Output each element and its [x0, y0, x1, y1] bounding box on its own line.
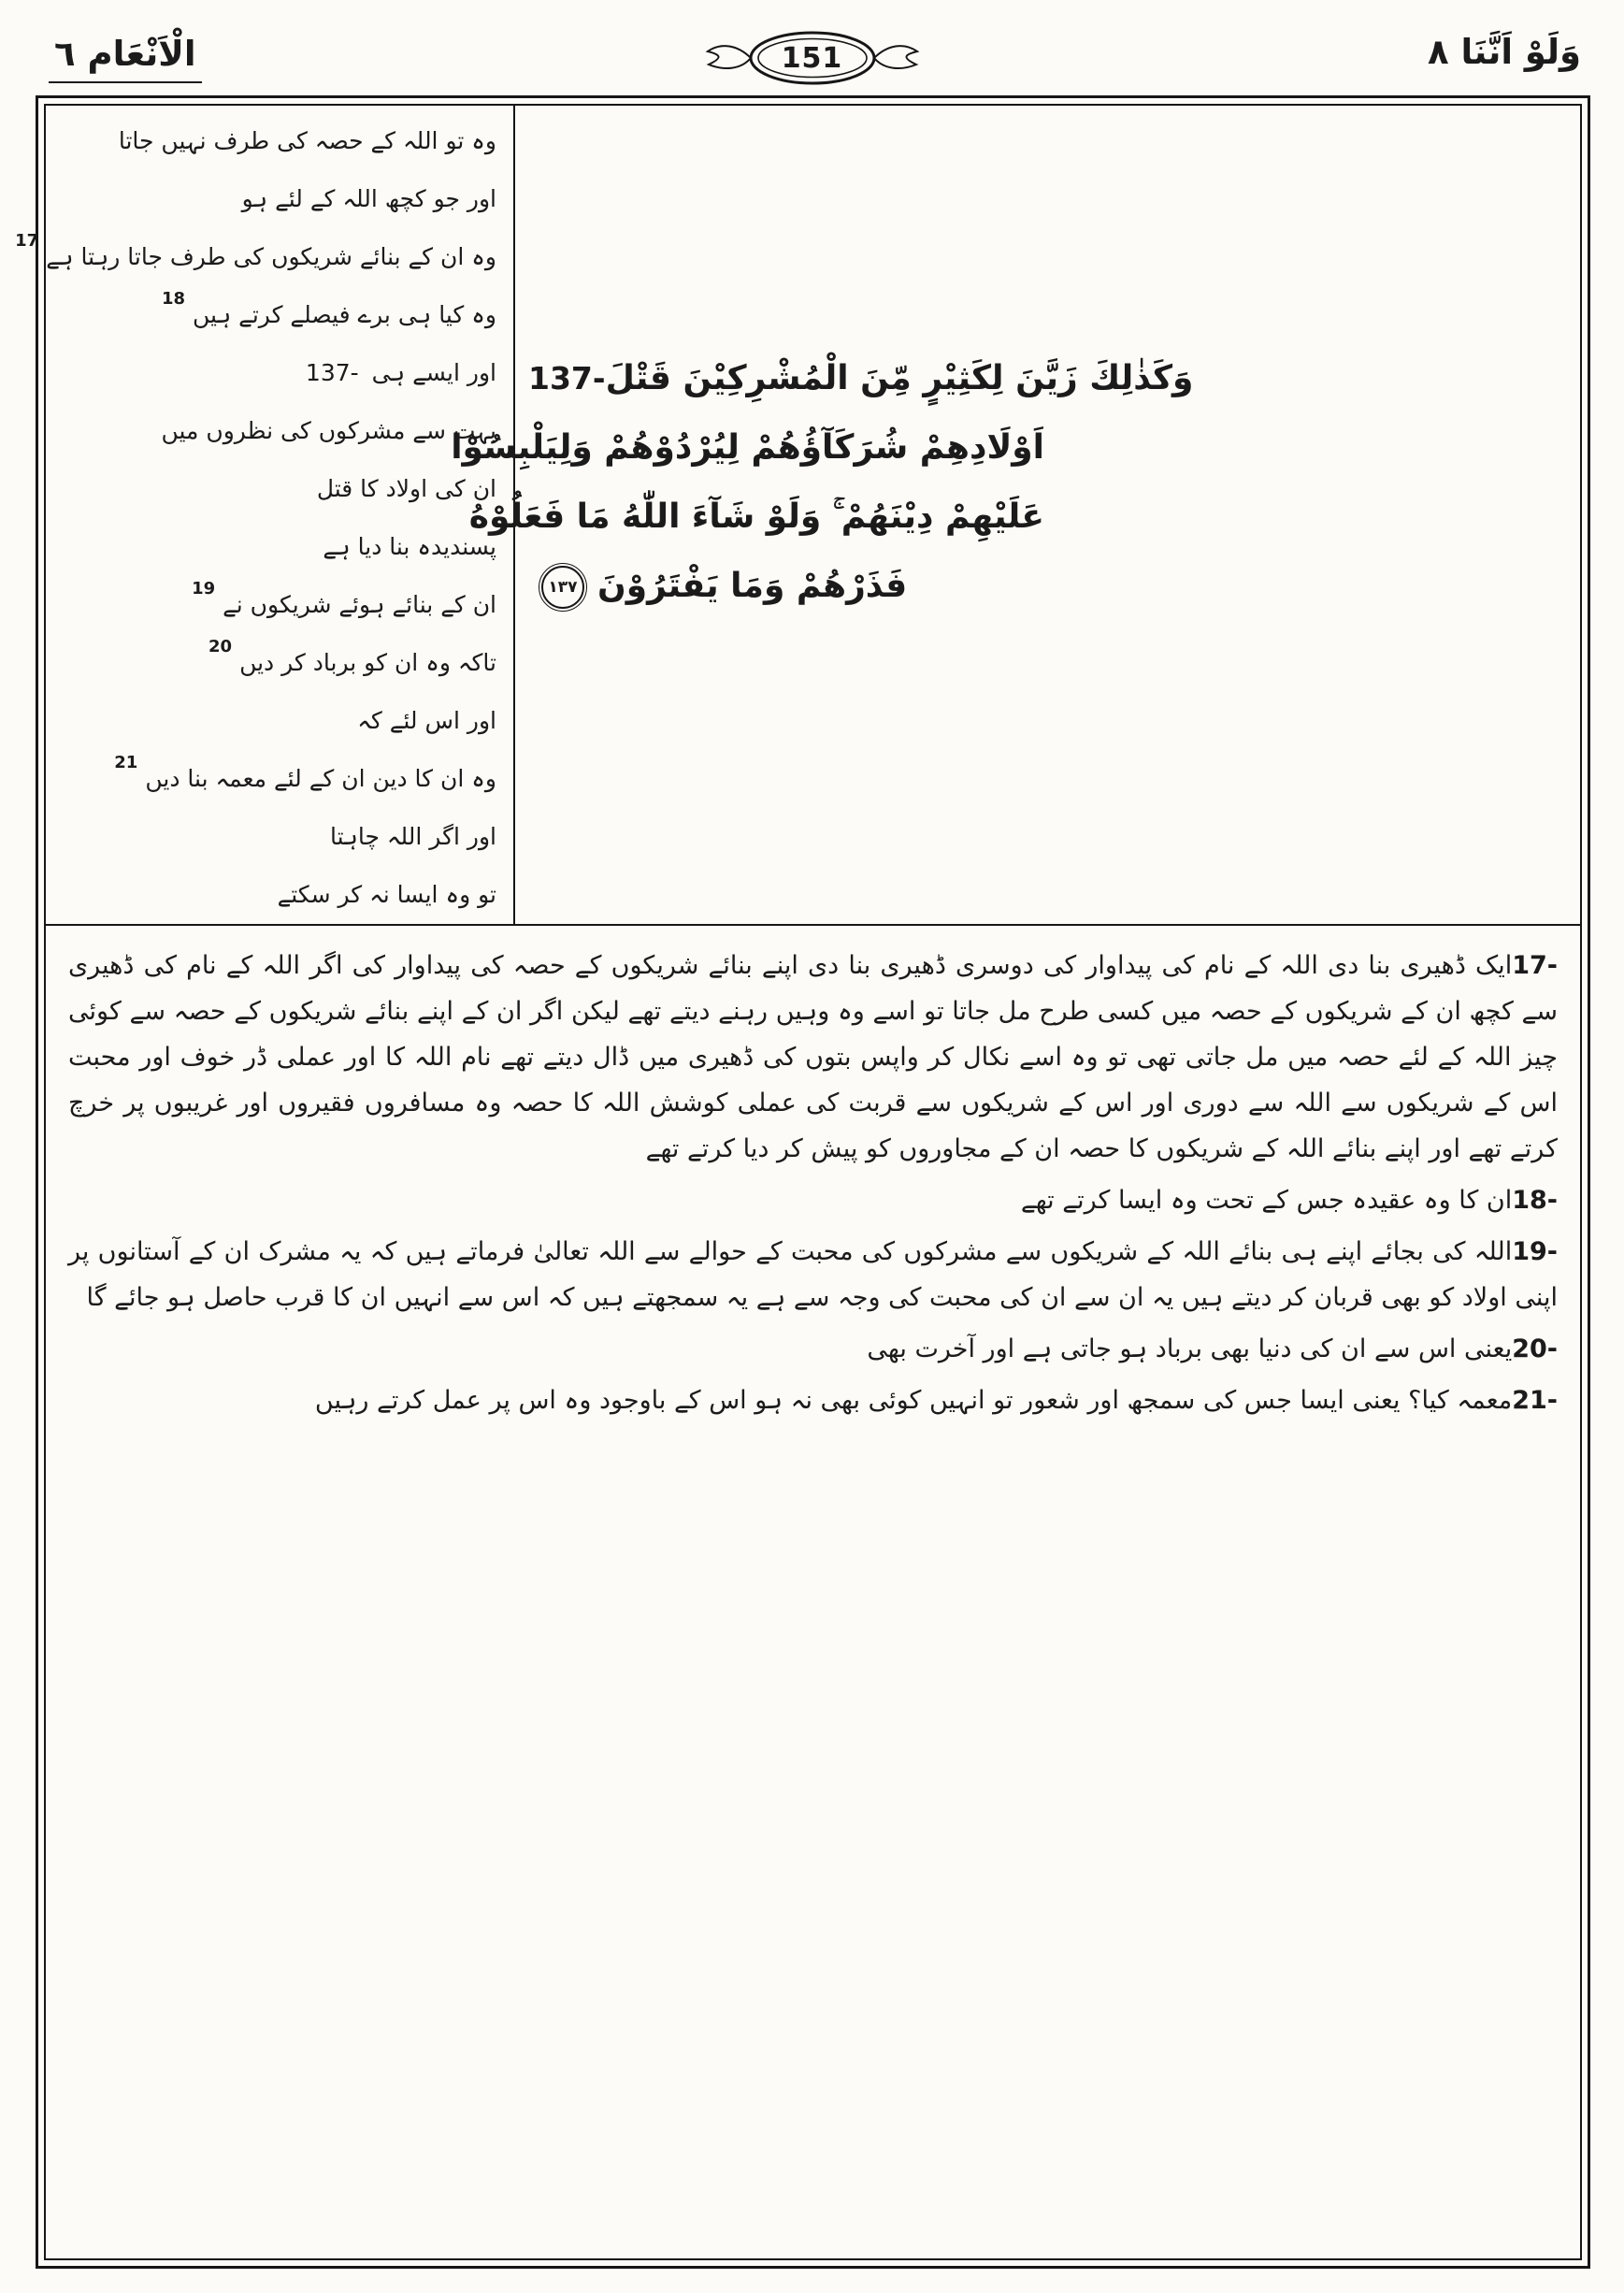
footnote — [68, 1377, 1558, 1423]
translation-text: اور ایسے ہی — [371, 358, 496, 386]
footnote — [68, 1177, 1558, 1223]
footnote — [68, 1326, 1558, 1372]
footnote-text: یعنی اس سے ان کی دنیا بھی برباد ہو جاتی ہے اور آخرت بھی — [867, 1334, 1513, 1363]
page-number-cartouche — [700, 26, 925, 90]
page-number: 151 — [781, 41, 843, 75]
translation-line — [55, 459, 496, 517]
translation-text: اور جو کچھ اللہ کے لئے ہو — [241, 184, 496, 212]
arabic-verse-number: 137- — [528, 360, 606, 397]
footnote-text: ایک ڈھیری بنا دی اللہ کے نام کی پیداوار کی دوسری ڈھیری بنا دی اپنے بنائے شریکوں کے حصہ کی پیداوار کی اگر اللہ کے نام کی ڈھیری سے کچھ ان کے شریکوں کے حصہ میں کسی طرح مل جاتا تو اسے وہ وہیں رہنے دیتے تھے لیکن اگر ان کے اپنے بنائے شریکوں کے حصہ سے کوئی چیز اللہ کے لئے حصہ میں مل جاتی تھی تو وہ اسے نکال کر واپس بتوں کی ڈھیری میں ڈال دیتے تھے نام اللہ کا اور عملی ڈر خوف اور محبت اس کے شریکوں سے اللہ سے دوری اور اس کے شریکوں سے قربت کی عملی کوشش اللہ کا حصہ وہ مسافروں فقیروں اور غریبوں پر خرچ کرتے تھے اور اپنے بنائے اللہ کے شریکوں کا حصہ ان کے مجاوروں کو پیش کر دیا کرتے تھے — [68, 951, 1558, 1163]
translation-line — [55, 807, 496, 865]
verse-end-medallion-icon: ١٣٧ — [541, 566, 584, 609]
footnotes-section — [46, 924, 1580, 2258]
translation-text: ان کی اولاد کا قتل — [316, 474, 496, 502]
footnote-text: اللہ کی بجائے اپنے ہی بنائے اللہ کے شریکوں سے مشرکوں کی محبت کے حوالے سے اللہ تعالیٰ فرماتے ہیں کہ یہ مشرک ان کے آستانوں پر اپنی اولاد کو بھی قربان کر دیتے ہیں یہ ان سے ان کی محبت کی وجہ سے ہے یہ سمجھتے ہیں کہ اس سے انہیں ان کا قرب حاصل ہو جائے گا — [68, 1237, 1558, 1312]
footnote-ref: 20 — [208, 637, 233, 656]
translation-line — [55, 169, 496, 227]
footnote-number: 21- — [1512, 1386, 1558, 1415]
translation-text: تاکہ وہ ان کو برباد کر دیں — [239, 648, 496, 676]
arabic-text: فَذَرْهُمْ وَمَا يَفْتَرُوْنَ — [597, 567, 908, 605]
translation-line — [15, 227, 496, 285]
page-frame-inner — [15, 104, 1582, 2260]
arabic-line — [528, 552, 1044, 621]
footnote-ref: 18 — [161, 289, 186, 309]
translation-text: تو وہ ایسا نہ کر سکتے — [277, 880, 496, 908]
translation-line — [55, 691, 496, 749]
juz-marker: وَلَوْ اَنَّنَا ٨ — [1427, 32, 1581, 72]
footnote-ref: 19 — [192, 579, 216, 598]
translation-line — [55, 633, 496, 691]
footnote — [68, 1229, 1558, 1320]
footnote-number: 19- — [1512, 1237, 1558, 1266]
translation-text: ان کے بنائے ہوئے شریکوں نے — [223, 590, 496, 618]
footnote — [68, 943, 1558, 1172]
footnote-number: 17- — [1512, 951, 1558, 980]
footnote-ref: 17 — [15, 231, 39, 251]
footnote-text: ان کا وہ عقیدہ جس کے تحت وہ ایسا کرتے تھے — [1020, 1186, 1513, 1215]
translation-text: پسندیدہ بنا دیا ہے — [323, 532, 496, 560]
page-frame — [15, 95, 1590, 2269]
translation-line — [55, 865, 496, 923]
translation-line — [55, 401, 496, 459]
translation-column — [15, 106, 515, 924]
translation-line — [55, 575, 496, 633]
footnote-number: 20- — [1512, 1334, 1558, 1363]
surah-name: الْاَنْعَام ٦ — [49, 34, 202, 83]
arabic-line — [528, 344, 1194, 413]
translation-line — [55, 517, 496, 575]
arabic-line: عَلَيْهِمْ دِيْنَهُمْ ۚ وَلَوْ شَآءَ اللّٰهُ مَا فَعَلُوْهُ — [468, 498, 1044, 536]
arabic-verse-block — [451, 344, 1194, 621]
translation-text: وہ تو اللہ کے حصہ کی طرف نہیں جاتا — [118, 126, 496, 154]
arabic-text: وَكَذٰلِكَ زَيَّنَ لِكَثِيْرٍ مِّنَ الْمُشْرِكِيْنَ قَتْلَ — [605, 359, 1194, 397]
footnote-text: معمہ کیا؟ یعنی ایسا جس کی سمجھ اور شعور تو انہیں کوئی بھی نہ ہو اس کے باوجود وہ اس پر عمل کرتے رہیں — [314, 1386, 1513, 1415]
translation-text: بہت سے مشرکوں کی نظروں میں — [161, 416, 496, 444]
arabic-line: اَوْلَادِهِمْ شُرَكَآؤُهُمْ لِيُرْدُوْهُمْ وَلِيَلْبِسُوْا — [451, 428, 1044, 467]
translation-text: اور اگر اللہ چاہتا — [330, 822, 496, 850]
translation-line — [55, 749, 496, 807]
translation-text: وہ ان کا دین ان کے لئے معمہ بنا دیں — [145, 764, 496, 792]
footnote-number: 18- — [1512, 1186, 1558, 1215]
verse-number-label: 137- — [305, 358, 359, 386]
arabic-column — [451, 106, 1580, 924]
translation-text: وہ ان کے بنائے شریکوں کی طرف جاتا رہتا ہے — [46, 242, 496, 270]
page-header — [0, 26, 1624, 94]
translation-line — [55, 285, 496, 343]
translation-line — [55, 343, 496, 401]
footnote-ref: 21 — [114, 753, 138, 772]
translation-text: وہ کیا ہی برے فیصلے کرتے ہیں — [193, 300, 496, 328]
translation-text: اور اس لئے کہ — [357, 706, 496, 734]
verse-section — [15, 106, 1580, 924]
translation-line — [55, 111, 496, 169]
